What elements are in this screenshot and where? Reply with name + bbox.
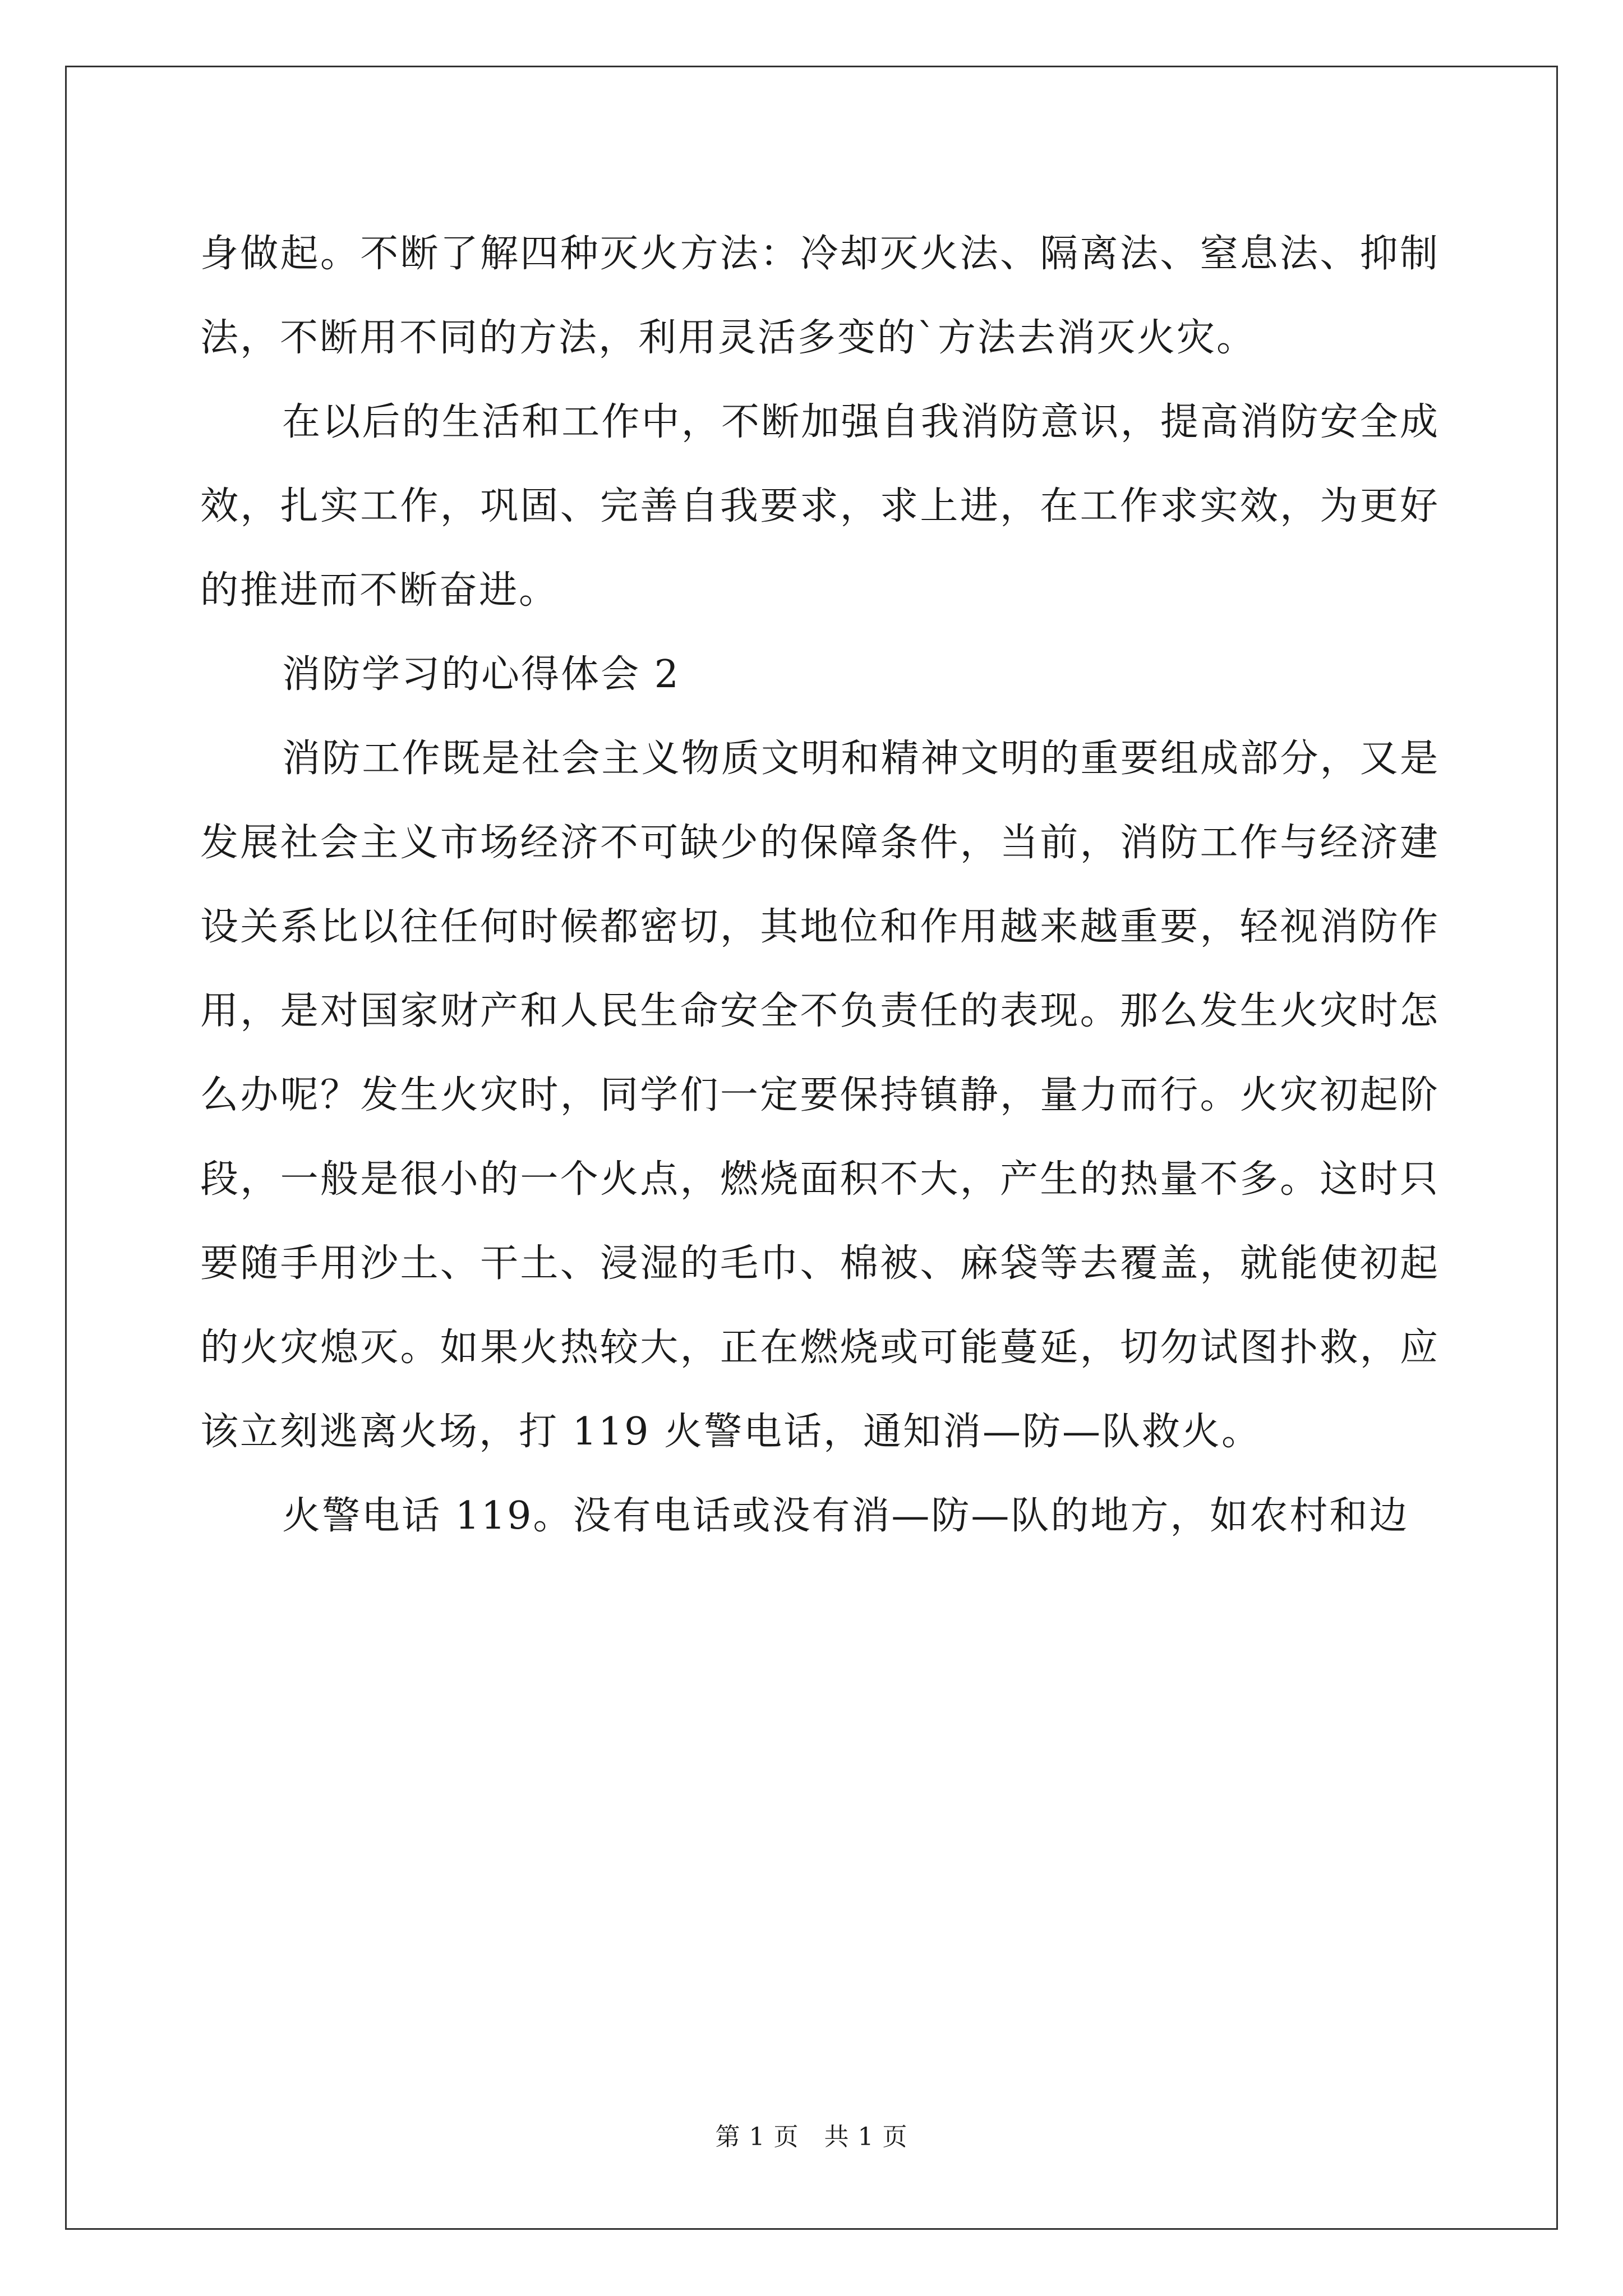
- paragraph-2: 在以后的生活和工作中，不断加强自我消防意识，提高消防安全成效，扎实工作，巩固、完善自我要求，求上进，在工作求实效，为更好的推进而不断奋进。: [200, 400, 1440, 613]
- paragraph-4: 火警电话 119。没有电话或没有消—防—队的地方，如农村和边: [282, 1494, 1409, 1538]
- paragraph-3: 消防工作既是社会主义物质文明和精神文明的重要组成部分，又是发展社会主义市场经济不可缺少的保障条件，当前，消防工作与经济建设关系比以往任何时候都密切，其地位和作用越来越重要，轻视消防作用，是对国家财产和人民生命安全不负责任的表现。那么发生火灾时怎么办呢？发生火灾时，同学们一定要保持镇静，量力而行。火灾初起阶段，一般是很小的一个火点，燃烧面积不大，产生的热量不多。这时只要随手用沙土、干土、浸湿的毛巾、棉被、麻袋等去覆盖，就能使初起的火灾熄灭。如果火热较大，正在燃烧或可能蔓延，切勿试图扑救，应该立刻逃离火场，打 119 火警电话，通知消—防—队救火。: [200, 737, 1440, 1454]
- section-heading: 消防学习的心得体会 2: [282, 652, 680, 697]
- document-body: [200, 212, 1440, 1558]
- page-footer: 第 1 页 共 1 页: [715, 2123, 908, 2151]
- paragraph-1: 身做起。不断了解四种灭火方法：冷却灭火法、隔离法、窒息法、抑制法，不断用不同的方法，利用灵活多变的`方法去消灭火灾。: [200, 232, 1440, 360]
